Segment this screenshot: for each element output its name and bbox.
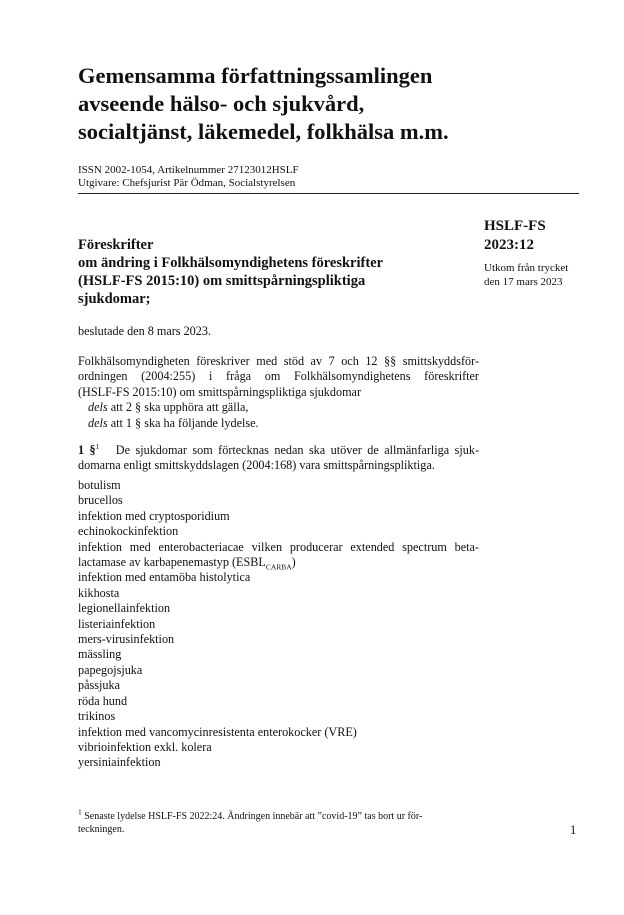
title-line: socialtjänst, läkemedel, folkhälsa m.m. [78,119,449,144]
dels-text: att 2 § ska upphöra att gälla, [107,400,249,415]
list-item: röda hund [78,693,128,708]
list-item: kikhosta [78,585,120,600]
list-item: brucellos [78,493,123,508]
dels-clause [78,400,479,415]
printed-line: Utkom från trycket [484,262,569,274]
printed-date: den 17 mars 2023 [484,275,563,288]
list-item: mässling [78,647,122,662]
dels-word: dels [88,400,108,415]
footnote-ref: 1 [95,441,100,451]
footnote-line [78,807,478,824]
publication-date [484,262,568,289]
footnote-marker: 1 [78,807,82,817]
list-item: papegojsjuka [78,662,143,677]
issn-line: ISSN 2002-1054, Artikelnummer 27123012HSLF [78,164,299,176]
disease-list [78,478,479,771]
decision-date: beslutade den 8 mars 2023. [78,324,212,338]
title-line: Gemensamma författningssamlingen [78,63,433,88]
intro-line: Folkhälsomyndigheten föreskriver med stöd av 7 och 12 §§ smittskyddsför- [78,354,479,368]
section-1 [78,443,479,474]
list-item: påssjuka [78,678,120,693]
regulation-heading [78,236,478,308]
title-line: avseende hälso- och sjukvård, [78,91,365,116]
esbl-text: lactamase av karbapenemastyp (ESBL [78,555,266,570]
list-item: infektion med cryptosporidium [78,508,230,523]
dels-word: dels [88,415,108,430]
heading-line: (HSLF-FS 2015:10) om smittspårningspliktiga [78,273,366,289]
publisher-line: Utgivare: Chefsjurist Pär Ödman, Socialstyrelsen [78,177,296,189]
series-code [484,217,546,255]
list-item: botulism [78,478,121,492]
heading-line: Föreskrifter [78,237,154,253]
list-item: legionellainfektion [78,601,171,616]
section-text: De sjukdomar som förtecknas nedan ska utöver de allmänfarliga sjuk- [115,443,480,457]
series-number: 2023:12 [484,237,534,253]
series-name: HSLF-FS [484,218,546,234]
list-item: listeriainfektion [78,616,156,631]
section-line: domarna enligt smittskyddslagen (2004:168) vara smittspårningspliktiga. [78,458,435,473]
intro-paragraph [78,354,479,431]
page-number: 1 [570,823,577,837]
list-item: vibrioinfektion exkl. kolera [78,739,212,754]
intro-line: (HSLF-FS 2015:10) om smittspårningspliktiga sjukdomar [78,384,362,399]
list-item: infektion med enterobacteriacae vilken producerar extended spectrum beta- [78,539,479,554]
list-item: infektion med vancomycinresistenta enterokocker (VRE) [78,724,357,739]
dels-text: att 1 § ska ha följande lydelse. [107,415,259,430]
section-line [78,443,479,458]
dels-clause [78,416,479,431]
footnote-text: Senaste lydelse HSLF-FS 2022:24. Ändringen innebär att ”covid-19” tas bort ur för- [81,811,423,822]
list-item: echinokockinfektion [78,524,179,539]
heading-line: om ändring i Folkhälsomyndighetens föreskrifter [78,255,384,271]
intro-line: ordningen (2004:255) i fråga om Folkhälsomyndighetens föreskrifter [78,369,479,384]
list-item: mers-virusinfektion [78,632,175,647]
footnote-line: teckningen. [78,823,125,835]
list-item: infektion med entamöba histolytica [78,570,251,585]
heading-line: sjukdomar; [78,291,151,307]
list-item: yersiniainfektion [78,755,161,770]
list-item: trikinos [78,709,116,724]
publication-info [78,164,299,190]
section-number: 1 § [78,443,96,457]
header-divider [78,193,579,194]
esbl-subscript: CARBA [265,562,292,572]
document-title [78,62,538,146]
footnote [78,807,478,836]
esbl-close: ) [291,555,296,570]
list-item-continued [78,555,479,570]
